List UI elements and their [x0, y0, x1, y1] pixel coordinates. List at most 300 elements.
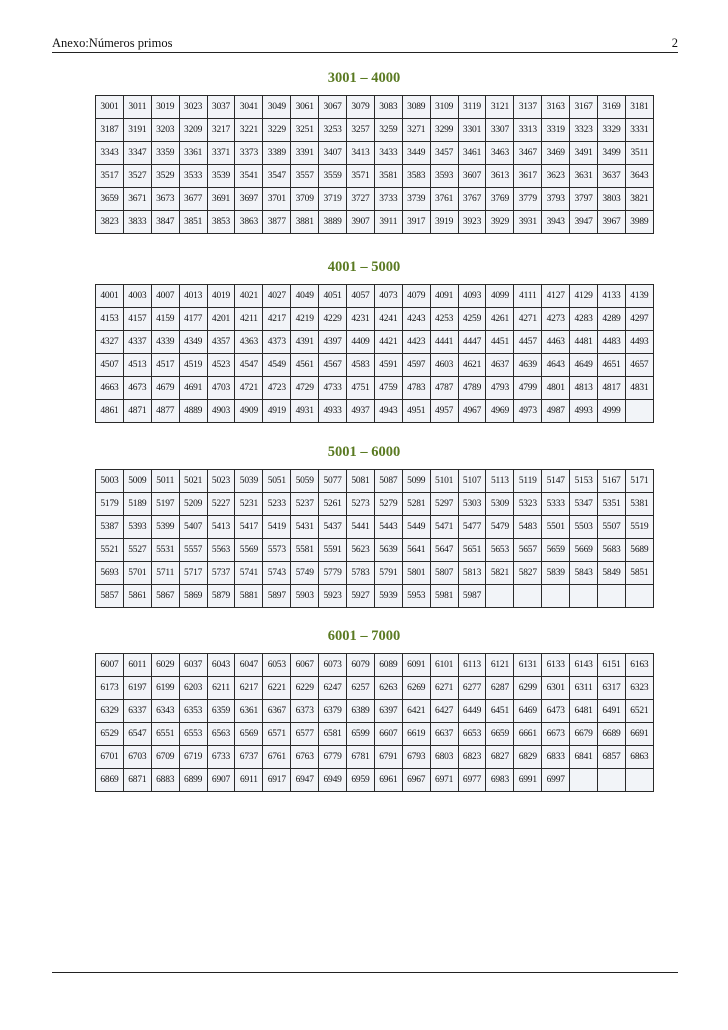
prime-cell: 4643 — [542, 354, 570, 377]
prime-cell: 5297 — [430, 493, 458, 516]
prime-cell: 3593 — [430, 165, 458, 188]
prime-cell: 6949 — [319, 769, 347, 792]
prime-cell: 5897 — [263, 585, 291, 608]
prime-cell: 4943 — [374, 400, 402, 423]
prime-cell: 5393 — [123, 516, 151, 539]
prime-cell: 4157 — [123, 308, 151, 331]
prime-cell: 6277 — [458, 677, 486, 700]
prime-cell: 6637 — [430, 723, 458, 746]
prime-cell: 6977 — [458, 769, 486, 792]
prime-cell: 6113 — [458, 654, 486, 677]
prime-cell: 4093 — [458, 285, 486, 308]
prime-cell: 3209 — [179, 119, 207, 142]
empty-cell — [625, 769, 653, 792]
prime-cell: 4931 — [291, 400, 319, 423]
prime-cell: 5881 — [235, 585, 263, 608]
prime-cell: 6481 — [570, 700, 598, 723]
prime-cell: 6361 — [235, 700, 263, 723]
prime-cell: 4793 — [486, 377, 514, 400]
prime-cell: 3271 — [402, 119, 430, 142]
prime-cell: 5351 — [598, 493, 626, 516]
table-row — [96, 470, 654, 493]
prime-cell: 3229 — [263, 119, 291, 142]
table-row — [96, 188, 654, 211]
prime-cell: 6607 — [374, 723, 402, 746]
prime-cell: 3907 — [347, 211, 375, 234]
prime-cell: 3203 — [151, 119, 179, 142]
prime-cell: 5381 — [625, 493, 653, 516]
prime-cell: 6089 — [374, 654, 402, 677]
prime-cell: 3701 — [263, 188, 291, 211]
prime-cell: 5527 — [123, 539, 151, 562]
prime-cell: 6163 — [625, 654, 653, 677]
prime-cell: 4289 — [598, 308, 626, 331]
prime-cell: 4421 — [374, 331, 402, 354]
prime-cell: 3491 — [570, 142, 598, 165]
prime-cell: 4639 — [514, 354, 542, 377]
prime-cell: 4007 — [151, 285, 179, 308]
prime-cell: 3407 — [319, 142, 347, 165]
prime-cell: 3067 — [319, 96, 347, 119]
prime-cell: 6709 — [151, 746, 179, 769]
prime-cell: 4987 — [542, 400, 570, 423]
prime-cell: 3449 — [402, 142, 430, 165]
prime-cell: 6427 — [430, 700, 458, 723]
prime-cell: 5581 — [291, 539, 319, 562]
table-row — [96, 308, 654, 331]
prime-cell: 5179 — [96, 493, 124, 516]
empty-cell — [570, 769, 598, 792]
prime-cell: 3943 — [542, 211, 570, 234]
empty-cell — [625, 585, 653, 608]
prime-cell: 3527 — [123, 165, 151, 188]
prime-cell: 4049 — [291, 285, 319, 308]
prime-cell: 3581 — [374, 165, 402, 188]
prime-cell: 5653 — [486, 539, 514, 562]
prime-cell: 5441 — [347, 516, 375, 539]
prime-cell: 6827 — [486, 746, 514, 769]
prime-cell: 3061 — [291, 96, 319, 119]
prime-cell: 3923 — [458, 211, 486, 234]
prime-cell: 6803 — [430, 746, 458, 769]
prime-cell: 3613 — [486, 165, 514, 188]
prime-cell: 4457 — [514, 331, 542, 354]
prime-cell: 6203 — [179, 677, 207, 700]
prime-cell: 3637 — [598, 165, 626, 188]
prime-cell: 6869 — [96, 769, 124, 792]
prime-cell: 5849 — [598, 562, 626, 585]
prime-cell: 6703 — [123, 746, 151, 769]
table-row — [96, 165, 654, 188]
prime-cell: 4591 — [374, 354, 402, 377]
prime-cell: 4397 — [319, 331, 347, 354]
prime-cell: 6143 — [570, 654, 598, 677]
prime-cell: 3221 — [235, 119, 263, 142]
prime-cell: 3853 — [207, 211, 235, 234]
prime-cell: 6551 — [151, 723, 179, 746]
prime-cell: 4013 — [179, 285, 207, 308]
prime-cell: 3691 — [207, 188, 235, 211]
prime-cell: 5407 — [179, 516, 207, 539]
prime-cell: 3911 — [374, 211, 402, 234]
prime-cell: 5237 — [291, 493, 319, 516]
table-row — [96, 400, 654, 423]
prime-cell: 5641 — [402, 539, 430, 562]
prime-cell: 3769 — [486, 188, 514, 211]
prime-cell: 3881 — [291, 211, 319, 234]
prime-cell: 6173 — [96, 677, 124, 700]
prime-cell: 4079 — [402, 285, 430, 308]
prime-cell: 5087 — [374, 470, 402, 493]
prime-cell: 5869 — [179, 585, 207, 608]
prime-cell: 6761 — [263, 746, 291, 769]
prime-cell: 3019 — [151, 96, 179, 119]
prime-cell: 6581 — [319, 723, 347, 746]
prime-cell: 5749 — [291, 562, 319, 585]
prime-cell: 3623 — [542, 165, 570, 188]
prime-cell: 3877 — [263, 211, 291, 234]
prime-cell: 5861 — [123, 585, 151, 608]
prime-cell: 6833 — [542, 746, 570, 769]
section-title: 5001 – 6000 — [327, 444, 401, 460]
prime-cell: 3319 — [542, 119, 570, 142]
prime-cell: 4787 — [430, 377, 458, 400]
prime-cell: 4363 — [235, 331, 263, 354]
prime-cell: 4993 — [570, 400, 598, 423]
prime-cell: 4663 — [96, 377, 124, 400]
prime-cell: 3889 — [319, 211, 347, 234]
prime-cell: 3779 — [514, 188, 542, 211]
prime-cell: 5503 — [570, 516, 598, 539]
prime-cell: 6997 — [542, 769, 570, 792]
prime-cell: 4297 — [625, 308, 653, 331]
prime-cell: 3833 — [123, 211, 151, 234]
prime-cell: 6967 — [402, 769, 430, 792]
prime-cell: 4409 — [347, 331, 375, 354]
prime-cell: 3191 — [123, 119, 151, 142]
prime-cell: 6079 — [347, 654, 375, 677]
prime-cell: 4391 — [291, 331, 319, 354]
table-row — [96, 119, 654, 142]
prime-cell: 6763 — [291, 746, 319, 769]
prime-cell: 4057 — [347, 285, 375, 308]
prime-cell: 5419 — [263, 516, 291, 539]
prime-cell: 4019 — [207, 285, 235, 308]
prime-cell: 4801 — [542, 377, 570, 400]
prime-cell: 6899 — [179, 769, 207, 792]
prime-cell: 6043 — [207, 654, 235, 677]
prime-cell: 4519 — [179, 354, 207, 377]
prime-cell: 6781 — [347, 746, 375, 769]
prime-cell: 6101 — [430, 654, 458, 677]
prime-cell: 4871 — [123, 400, 151, 423]
prime-cell: 4951 — [402, 400, 430, 423]
prime-cell: 3137 — [514, 96, 542, 119]
prime-cell: 5101 — [430, 470, 458, 493]
prime-cell: 4583 — [347, 354, 375, 377]
prime-cell: 6911 — [235, 769, 263, 792]
prime-cell: 6323 — [625, 677, 653, 700]
prime-cell: 4177 — [179, 308, 207, 331]
table-row — [96, 516, 654, 539]
prime-cell: 5387 — [96, 516, 124, 539]
empty-cell — [542, 585, 570, 608]
prime-cell: 6571 — [263, 723, 291, 746]
prime-cell: 4229 — [319, 308, 347, 331]
prime-cell: 4933 — [319, 400, 347, 423]
prime-cell: 5783 — [347, 562, 375, 585]
prime-cell: 3851 — [179, 211, 207, 234]
prime-cell: 4517 — [151, 354, 179, 377]
prime-cell: 6053 — [263, 654, 291, 677]
prime-cell: 5623 — [347, 539, 375, 562]
prime-cell: 5507 — [598, 516, 626, 539]
prime-cell: 4817 — [598, 377, 626, 400]
prime-cell: 6359 — [207, 700, 235, 723]
prime-cell: 4357 — [207, 331, 235, 354]
prime-cell: 4567 — [319, 354, 347, 377]
prime-cell: 4861 — [96, 400, 124, 423]
table-row — [96, 142, 654, 165]
prime-cell: 4243 — [402, 308, 430, 331]
prime-cell: 3847 — [151, 211, 179, 234]
prime-cell: 6553 — [179, 723, 207, 746]
prime-cell: 3011 — [123, 96, 151, 119]
prime-cell: 5021 — [179, 470, 207, 493]
prime-cell: 5857 — [96, 585, 124, 608]
prime-cell: 5741 — [235, 562, 263, 585]
table-row — [96, 769, 654, 792]
prime-cell: 6779 — [319, 746, 347, 769]
prime-cell: 4021 — [235, 285, 263, 308]
prime-cell: 4937 — [347, 400, 375, 423]
prime-cell: 4889 — [179, 400, 207, 423]
prime-cell: 3821 — [625, 188, 653, 211]
prime-cell: 3919 — [430, 211, 458, 234]
prime-cell: 3023 — [179, 96, 207, 119]
page-number: 2 — [671, 36, 678, 50]
prime-cell: 6301 — [542, 677, 570, 700]
prime-cell: 6047 — [235, 654, 263, 677]
prime-cell: 4481 — [570, 331, 598, 354]
prime-cell: 6317 — [598, 677, 626, 700]
prime-cell: 6197 — [123, 677, 151, 700]
prime-cell: 3673 — [151, 188, 179, 211]
prime-cell: 6733 — [207, 746, 235, 769]
prime-cell: 5659 — [542, 539, 570, 562]
primes-table — [95, 95, 654, 234]
page-header — [52, 34, 678, 53]
prime-cell: 6971 — [430, 769, 458, 792]
prime-cell: 5197 — [151, 493, 179, 516]
prime-cell: 3323 — [570, 119, 598, 142]
prime-cell: 4073 — [374, 285, 402, 308]
primes-table — [95, 653, 654, 792]
prime-cell: 5059 — [291, 470, 319, 493]
prime-cell: 5981 — [430, 585, 458, 608]
prime-cell: 4337 — [123, 331, 151, 354]
prime-cell: 6719 — [179, 746, 207, 769]
table-row — [96, 539, 654, 562]
prime-cell: 4099 — [486, 285, 514, 308]
prime-cell: 3709 — [291, 188, 319, 211]
prime-cell: 5563 — [207, 539, 235, 562]
prime-cell: 5651 — [458, 539, 486, 562]
empty-cell — [598, 585, 626, 608]
prime-cell: 6337 — [123, 700, 151, 723]
prime-cell: 6389 — [347, 700, 375, 723]
prime-cell: 3863 — [235, 211, 263, 234]
prime-cell: 3371 — [207, 142, 235, 165]
prime-cell: 5273 — [347, 493, 375, 516]
prime-cell: 3119 — [458, 96, 486, 119]
prime-cell: 3547 — [263, 165, 291, 188]
prime-cell: 6343 — [151, 700, 179, 723]
prime-cell: 5227 — [207, 493, 235, 516]
prime-cell: 3329 — [598, 119, 626, 142]
prime-cell: 6491 — [598, 700, 626, 723]
prime-cell: 3163 — [542, 96, 570, 119]
prime-cell: 5657 — [514, 539, 542, 562]
prime-cell: 3559 — [319, 165, 347, 188]
prime-cell: 6247 — [319, 677, 347, 700]
prime-cell: 4001 — [96, 285, 124, 308]
prime-cell: 5147 — [542, 470, 570, 493]
prime-cell: 5483 — [514, 516, 542, 539]
prime-cell: 4513 — [123, 354, 151, 377]
prime-cell: 3967 — [598, 211, 626, 234]
prime-cell: 3307 — [486, 119, 514, 142]
prime-cell: 5521 — [96, 539, 124, 562]
prime-cell: 5531 — [151, 539, 179, 562]
primes-table — [95, 284, 654, 423]
prime-cell: 3301 — [458, 119, 486, 142]
prime-cell: 5813 — [458, 562, 486, 585]
prime-cell: 5843 — [570, 562, 598, 585]
prime-cell: 3797 — [570, 188, 598, 211]
prime-cell: 6793 — [402, 746, 430, 769]
prime-cell: 6991 — [514, 769, 542, 792]
prime-cell: 5939 — [374, 585, 402, 608]
prime-cell: 3181 — [625, 96, 653, 119]
prime-cell: 5669 — [570, 539, 598, 562]
prime-cell: 6133 — [542, 654, 570, 677]
prime-cell: 3461 — [458, 142, 486, 165]
prime-cell: 4447 — [458, 331, 486, 354]
prime-cell: 3929 — [486, 211, 514, 234]
prime-cell: 3793 — [542, 188, 570, 211]
prime-cell: 4547 — [235, 354, 263, 377]
footer-rule — [52, 972, 678, 973]
prime-cell: 4463 — [542, 331, 570, 354]
prime-cell: 4127 — [542, 285, 570, 308]
prime-cell: 5519 — [625, 516, 653, 539]
prime-cell: 5099 — [402, 470, 430, 493]
prime-cell: 6521 — [625, 700, 653, 723]
prime-cell: 6329 — [96, 700, 124, 723]
prime-cell: 4723 — [263, 377, 291, 400]
prime-cell: 6451 — [486, 700, 514, 723]
prime-cell: 4703 — [207, 377, 235, 400]
prime-cell: 5737 — [207, 562, 235, 585]
prime-cell: 6367 — [263, 700, 291, 723]
prime-cell: 6473 — [542, 700, 570, 723]
prime-cell: 3391 — [291, 142, 319, 165]
prime-cell: 6691 — [625, 723, 653, 746]
prime-cell: 3259 — [374, 119, 402, 142]
prime-cell: 3643 — [625, 165, 653, 188]
prime-cell: 4219 — [291, 308, 319, 331]
prime-cell: 6619 — [402, 723, 430, 746]
section-title: 4001 – 5000 — [327, 259, 401, 275]
prime-cell: 4657 — [625, 354, 653, 377]
prime-cell: 6029 — [151, 654, 179, 677]
prime-cell: 6841 — [570, 746, 598, 769]
table-row — [96, 377, 654, 400]
prime-cell: 5557 — [179, 539, 207, 562]
prime-cell: 4423 — [402, 331, 430, 354]
prime-cell: 4493 — [625, 331, 653, 354]
prime-cell: 6701 — [96, 746, 124, 769]
prime-cell: 6221 — [263, 677, 291, 700]
prime-cell: 5927 — [347, 585, 375, 608]
prime-cell: 4691 — [179, 377, 207, 400]
prime-cell: 4999 — [598, 400, 626, 423]
prime-cell: 6299 — [514, 677, 542, 700]
prime-cell: 5827 — [514, 562, 542, 585]
prime-cell: 3631 — [570, 165, 598, 188]
prime-cell: 3659 — [96, 188, 124, 211]
prime-cell: 6679 — [570, 723, 598, 746]
prime-cell: 4507 — [96, 354, 124, 377]
prime-cell: 5801 — [402, 562, 430, 585]
prime-cell: 3359 — [151, 142, 179, 165]
prime-cell: 3347 — [123, 142, 151, 165]
prime-cell: 5209 — [179, 493, 207, 516]
prime-cell: 5569 — [235, 539, 263, 562]
prime-cell: 6653 — [458, 723, 486, 746]
prime-cell: 5077 — [319, 470, 347, 493]
prime-cell: 6563 — [207, 723, 235, 746]
prime-cell: 6011 — [123, 654, 151, 677]
prime-cell: 6823 — [458, 746, 486, 769]
prime-cell: 4129 — [570, 285, 598, 308]
prime-cell: 6883 — [151, 769, 179, 792]
table-row — [96, 493, 654, 516]
prime-cell: 4783 — [402, 377, 430, 400]
prime-cell: 4721 — [235, 377, 263, 400]
prime-cell: 3467 — [514, 142, 542, 165]
prime-cell: 3733 — [374, 188, 402, 211]
prime-cell: 4603 — [430, 354, 458, 377]
prime-cell: 3217 — [207, 119, 235, 142]
prime-cell: 5039 — [235, 470, 263, 493]
header-title: Anexo:Números primos — [52, 36, 173, 50]
prime-cell: 6379 — [319, 700, 347, 723]
prime-cell: 3167 — [570, 96, 598, 119]
prime-cell: 4673 — [123, 377, 151, 400]
prime-cell: 5807 — [430, 562, 458, 585]
prime-cell: 4349 — [179, 331, 207, 354]
table-row — [96, 654, 654, 677]
prime-cell: 3257 — [347, 119, 375, 142]
prime-cell: 4217 — [263, 308, 291, 331]
primes-table — [95, 469, 654, 608]
prime-cell: 6199 — [151, 677, 179, 700]
prime-cell: 3457 — [430, 142, 458, 165]
prime-cell: 5867 — [151, 585, 179, 608]
prime-cell: 3529 — [151, 165, 179, 188]
